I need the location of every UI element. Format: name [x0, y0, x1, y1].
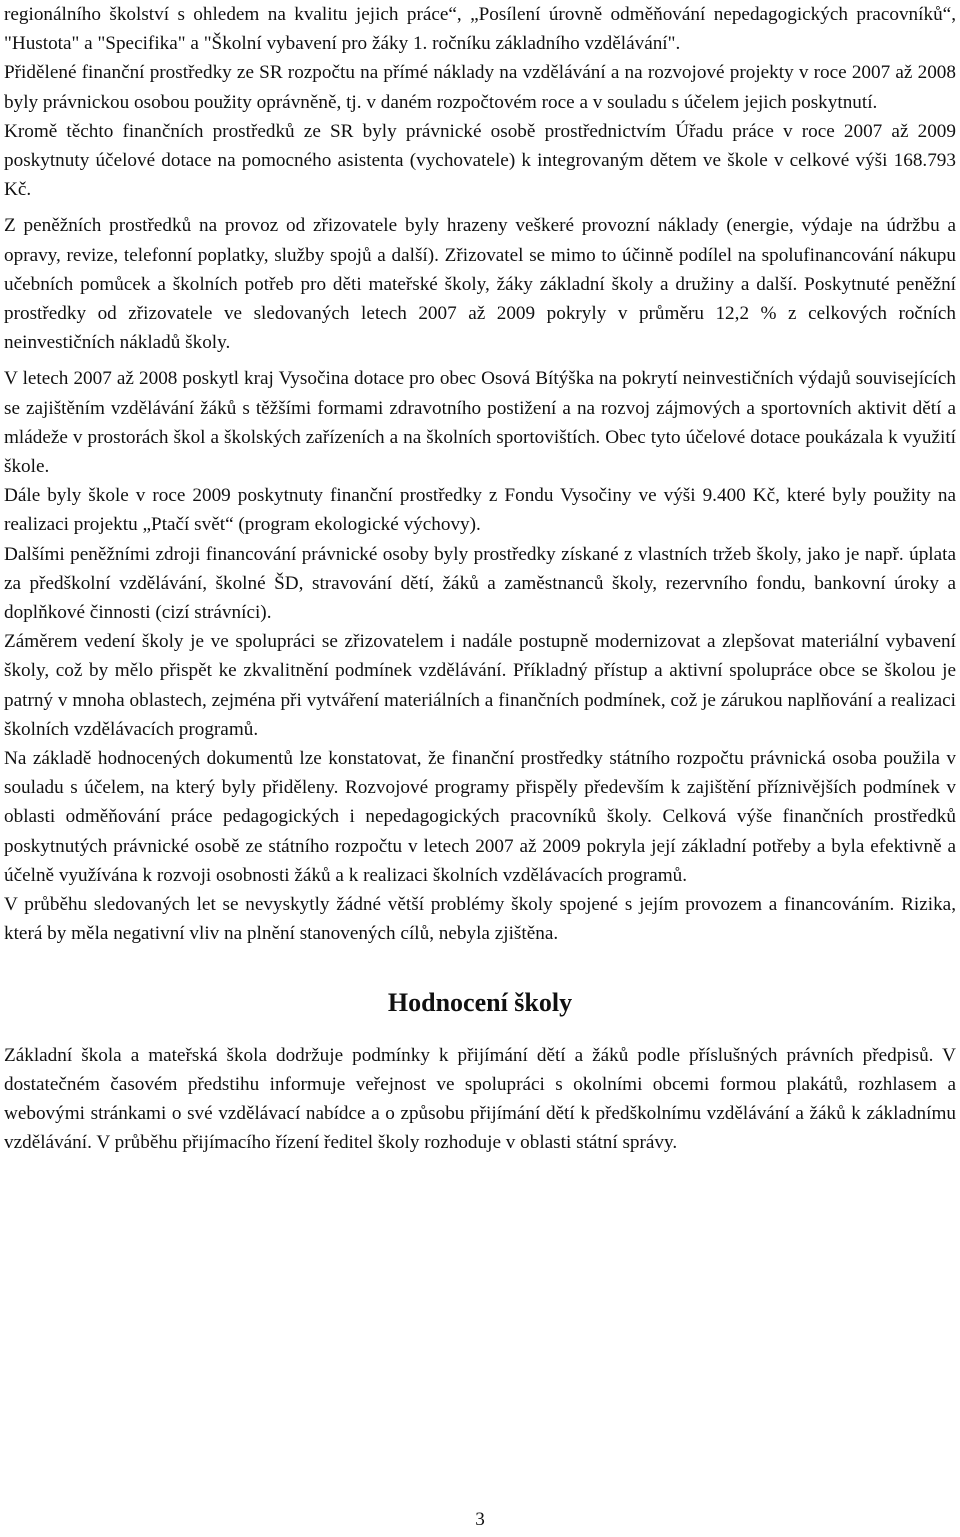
paragraph-state-budget-usage: Přidělené finanční prostředky ze SR rozpočtu na přímé náklady na vzdělávání a na rozvojové projekty v roce 2007 až 2008 byly právnickou osobou použity oprávněně, tj. v daném rozpočtovém roce a v souladu s účelem jejich poskytnutí.: [4, 62, 956, 113]
paragraph-founder-funding: Z peněžních prostředků na provoz od zřizovatele byly hrazeny veškeré provozní náklady (energie, výdaje na údržbu a opravy, revize, telefonní poplatky, služby spojů a další). Zřizovatel se mimo to účinně podílel na spolufinancování nákupu učebních pomůcek a školních potřeb pro děti mateřské školy, žáky základní školy a družiny a další. Poskytnuté peněžní prostředky od zřizovatele ve sledovaných letech 2007 až 2009 pokryly v průměru 12,2 % z celkových ročních neinvestičních nákladů školy.: [4, 215, 956, 354]
section-heading: Hodnocení školy: [387, 987, 573, 1017]
paragraph-own-revenue: Dalšími peněžními zdroji financování právnické osoby byly prostředky získané z vlastních tržeb školy, jako je např. úplata za předškolní vzdělávání, školné ŠD, stravování dětí, žáků a zaměstnanců školy, rezervního fondu, bankovní úroky a doplňkové činnosti (cizí strávníci).: [4, 543, 956, 624]
paragraph-no-problems: V průběhu sledovaných let se nevyskytly žádné větší problémy školy spojené s jejím provozem a financováním. Rizika, která by měla negativní vliv na plnění stanovených cílů, nebyla zjištěna.: [4, 894, 956, 945]
paragraph-labour-office-subsidy: Kromě těchto finančních prostředků ze SR byly právnické osobě prostřednictvím Úřadu práce v roce 2007 až 2009 poskytnuty účelové dotace na pomocného asistenta (vychovatele) k integrovaným dětem ve škole v celkové výši 168.793 Kč.: [4, 120, 956, 201]
paragraph-management-intent: Záměrem vedení školy je ve spolupráci se zřizovatelem i nadále postupně modernizovat a zlepšovat materiální vybavení školy, což by mělo přispět ke zkvalitnění podmínek vzdělávání. Příkladný přístup a aktivní spolupráce obce se školou je patrný v mnoha oblastech, zejména při vytváření materiálních a finančních podmínek, což je zárukou naplňování a realizaci školních vzdělávacích programů.: [4, 631, 956, 740]
paragraph-school-funding-programs: regionálního školství s ohledem na kvalitu jejich práce“, „Posílení úrovně odměňování nepedagogických pracovníků“, "Hustota" a "Specifika" a "Školní vybavení pro žáky 1. ročníku základního vzdělávání".: [4, 4, 956, 55]
paragraph-admission: Základní škola a mateřská škola dodržuje podmínky k přijímání dětí a žáků podle příslušných právních předpisů. V dostatečném časovém předstihu informuje veřejnost ve spolupráci s okolními obcemi formou plakátů, rozhlasem a webovými stránkami o své vzdělávací nabídce a o způsobu přijímání dětí k předškolnímu vzdělávání a žáků k základnímu vzdělávání. V průběhu přijímacího řízení ředitel školy rozhoduje v oblasti státní správy.: [4, 1044, 956, 1154]
section-heading-wrapper: [4, 987, 956, 1020]
paragraph-region-subsidy: V letech 2007 až 2008 poskytl kraj Vysočina dotace pro obec Osová Bítýška na pokrytí neinvestičních výdajů souvisejících se zajištěním vzdělávání žáků s těžšími formami zdravotního postižení a na rozvoj zájmových a sportovních aktivit dětí a mládeže v prostorách škol a školských zařízeních a na školních sportovištích. Obec tyto účelové dotace poukázala k využití škole.: [4, 368, 956, 478]
page-number: 3: [475, 1509, 485, 1530]
paragraph-vysocina-fund: Dále byly škole v roce 2009 poskytnuty finanční prostředky z Fondu Vysočiny ve výši 9.400 Kč, které byly použity na realizaci projektu „Ptačí svět“ (program ekologické výchovy).: [4, 485, 956, 536]
document-page: [4, 0, 956, 1158]
paragraph-gap: [4, 357, 956, 364]
paragraph-gap: [4, 204, 956, 211]
paragraph-conclusion-funds: Na základě hodnocených dokumentů lze konstatovat, že finanční prostředky státního rozpočtu právnická osoba použila v souladu s účelem, na který byly přiděleny. Rozvojové programy přispěly především k zajištění příznivějších podmínek v oblasti odměňování práce pedagogických i nepedagogických pracovníků školy. Celková výše finančních prostředků poskytnutých právnické osobě ze státního rozpočtu v letech 2007 až 2009 pokryla její základní potřeby a byla efektivně a účelně využívána k rozvoji osobnosti žáků a k realizaci školních vzdělávacích programů.: [4, 748, 956, 886]
